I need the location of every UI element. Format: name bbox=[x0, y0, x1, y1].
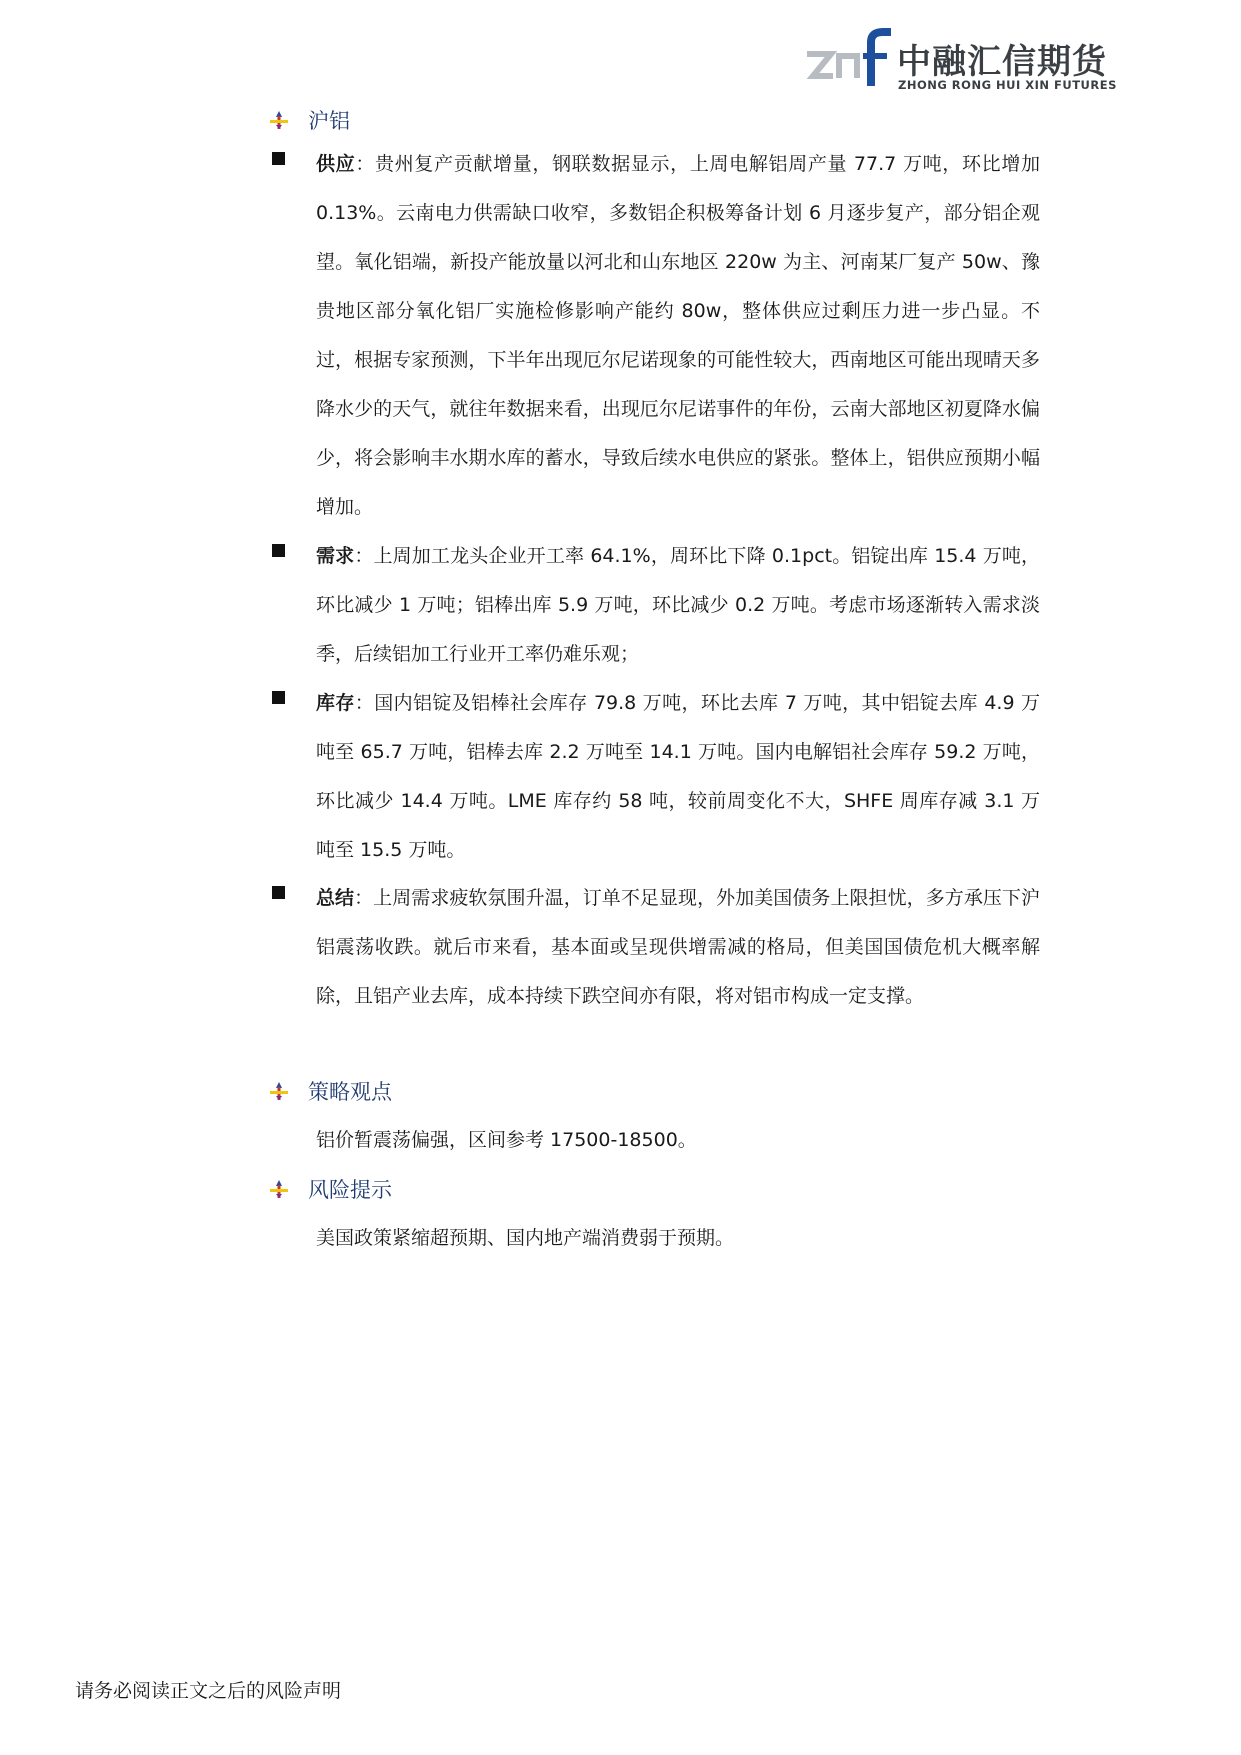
paragraph-label: 库存 bbox=[316, 692, 355, 714]
risk-text: 美国政策紧缩超预期、国内地产端消费弱于预期。 bbox=[316, 1227, 735, 1249]
inventory-paragraph bbox=[268, 679, 1040, 875]
paragraph-label: 需求 bbox=[316, 545, 355, 567]
section-arrow-icon bbox=[268, 1178, 290, 1200]
strategy-text: 铝价暂震荡偏强，区间参考 17500-18500。 bbox=[316, 1129, 697, 1151]
logo-english-name: ZHONG RONG HUI XIN FUTURES bbox=[898, 78, 1117, 92]
section-arrow-icon bbox=[268, 1080, 290, 1102]
bullet-square-icon bbox=[272, 691, 285, 704]
logo-chinese-name: 中融汇信期货 bbox=[897, 42, 1107, 82]
demand-paragraph bbox=[268, 532, 1040, 679]
paragraph-text: ：上周需求疲软氛围升温，订单不足显现，外加美国债务上限担忧，多方承压下沪铝震荡收跌。就后市来看，基本面或呈现供增需减的格局，但美国国债危机大概率解除，且铝产业去库，成本持续下跌空间亦有限，将对铝市构成一定支撑。 bbox=[316, 887, 1040, 1007]
section-title: 沪铝 bbox=[308, 109, 350, 133]
section-title: 风险提示 bbox=[308, 1178, 392, 1202]
summary-paragraph bbox=[268, 874, 1040, 1021]
paragraph-text: ：国内铝锭及铝棒社会库存 79.8 万吨，环比去库 7 万吨，其中铝锭去库 4.9 万吨至 65.7 万吨，铝棒去库 2.2 万吨至 14.1 万吨。国内电解铝社会库存 59.2 万吨，环比减少 14.4 万吨。LME 库存约 58 吨，较前周变化不大，SHFE 周库存减 3.1 万吨至 15.5 万吨。 bbox=[316, 692, 1040, 861]
znf-logo-mark-icon bbox=[805, 28, 895, 92]
paragraph-text: ：上周加工龙头企业开工率 64.1%，周环比下降 0.1pct。铝锭出库 15.4 万吨，环比减少 1 万吨；铝棒出库 5.9 万吨，环比减少 0.2 万吨。考虑市场逐渐转入需求淡季，后续铝加工行业开工率仍难乐观； bbox=[316, 545, 1040, 665]
supply-paragraph bbox=[268, 140, 1040, 532]
bullet-square-icon bbox=[272, 152, 285, 165]
paragraph-text: ：贵州复产贡献增量，钢联数据显示，上周电解铝周产量 77.7 万吨，环比增加 0.13%。云南电力供需缺口收窄，多数铝企积极筹备计划 6 月逐步复产，部分铝企观望。氧化铝端，新投产能放量以河北和山东地区 220w 为主、河南某厂复产 50w、豫贵地区部分氧化铝厂实施检修影响产能约 80w，整体供应过剩压力进一步凸显。不过，根据专家预测，下半年出现厄尔尼诺现象的可能性较大，西南地区可能出现晴天多降水少的天气，就往年数据来看，出现厄尔尼诺事件的年份，云南大部地区初夏降水偏少，将会影响丰水期水库的蓄水，导致后续水电供应的紧张。整体上，铝供应预期小幅增加。 bbox=[316, 153, 1040, 518]
section-heading-risk bbox=[268, 1173, 392, 1205]
footer-disclaimer: 请务必阅读正文之后的风险声明 bbox=[75, 1680, 342, 1702]
bullet-square-icon bbox=[272, 886, 285, 899]
paragraph-label: 总结 bbox=[316, 887, 355, 909]
paragraph-label: 供应 bbox=[316, 153, 356, 175]
section-heading-aluminum bbox=[268, 104, 350, 136]
section-heading-strategy bbox=[268, 1075, 392, 1107]
bullet-square-icon bbox=[272, 544, 285, 557]
section-title: 策略观点 bbox=[308, 1080, 392, 1104]
company-logo bbox=[805, 28, 1117, 96]
section-arrow-icon bbox=[268, 109, 290, 131]
